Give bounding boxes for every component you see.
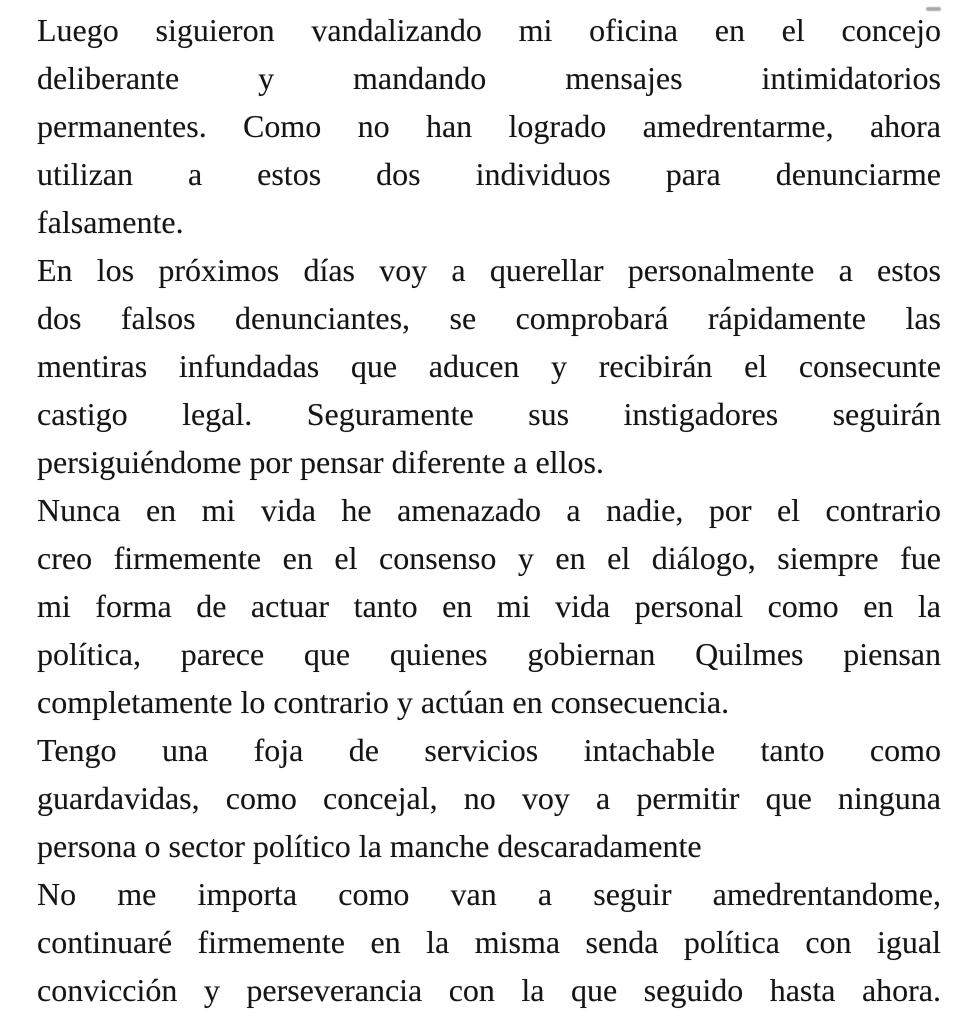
text-line: permanentes. Como no han logrado amedrentarme, ahora [37, 108, 941, 144]
text-line: completamente lo contrario y actúan en consecuencia. [37, 684, 730, 720]
paragraph [37, 870, 941, 1014]
text-line: Nunca en mi vida he amenazado a nadie, por el contrario [37, 492, 941, 528]
text-block [37, 6, 941, 1014]
paragraph [37, 486, 941, 726]
text-line: castigo legal. Seguramente sus instigadores seguirán [37, 396, 941, 432]
text-line: continuaré firmemente en la misma senda política con igual [37, 924, 941, 960]
text-line: política, parece que quienes gobiernan Quilmes piensan [37, 636, 941, 672]
text-line: persiguiéndome por pensar diferente a ellos. [37, 444, 604, 480]
text-line: creo firmemente en el consenso y en el diálogo, siempre fue [37, 540, 941, 576]
text-line: convicción y perseverancia con la que seguido hasta ahora. [37, 972, 941, 1008]
paragraph [37, 726, 941, 870]
text-line: falsamente. [37, 204, 184, 240]
text-line: guardavidas, como concejal, no voy a permitir que ninguna [37, 780, 941, 816]
text-line: No me importa como van a seguir amedrentandome, [37, 876, 941, 912]
text-line: Tengo una foja de servicios intachable tanto como [37, 732, 941, 768]
text-line: En los próximos días voy a querellar personalmente a estos [37, 252, 941, 288]
paragraph [37, 6, 941, 246]
text-line: persona o sector político la manche descaradamente [37, 828, 702, 864]
text-line: deliberante y mandando mensajes intimidatorios [37, 60, 941, 96]
paragraph [37, 246, 941, 486]
text-line: dos falsos denunciantes, se comprobará rápidamente las [37, 300, 941, 336]
text-line: Luego siguieron vandalizando mi oficina en el concejo [37, 12, 941, 48]
text-line: utilizan a estos dos individuos para denunciarme [37, 156, 941, 192]
text-line: mentiras infundadas que aducen y recibirán el consecunte [37, 348, 941, 384]
text-line: mi forma de actuar tanto en mi vida personal como en la [37, 588, 941, 624]
